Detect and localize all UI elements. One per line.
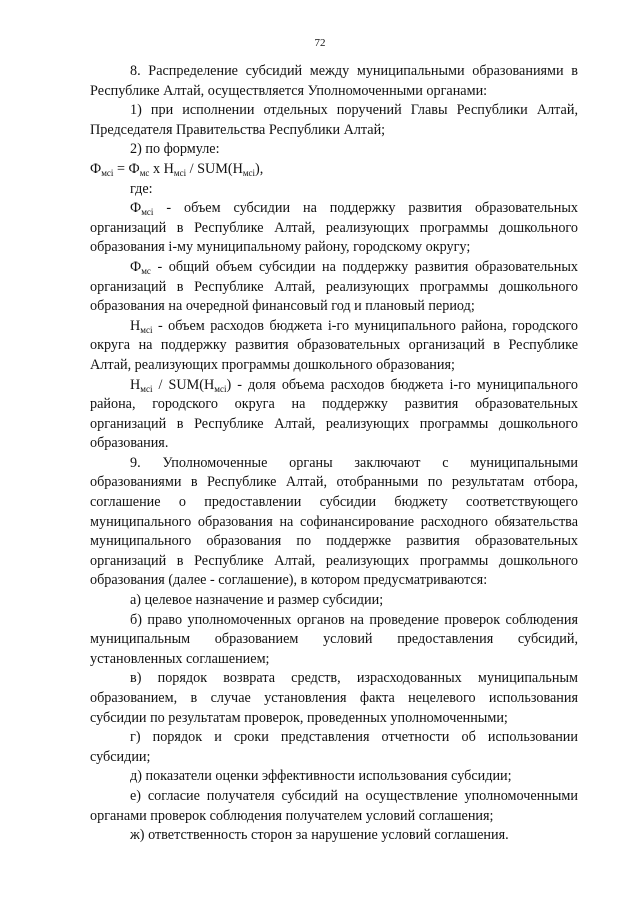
item8-case1: 1) при исполнении отдельных поручений Главы Республики Алтай, Председателя Правительства Республики Алтай; — [90, 102, 578, 138]
definition-ratio: $Н_{мсi} / SUM(Н_{мсi})$ - доля объема расходов бюджета i-го муниципального района, городского округа на поддержку развития образовательных организаций в Республике Алтай, реализующих программы дошкольного образования. — [90, 376, 578, 452]
definition-f-msi: $Ф_{мсi}$ - объем субсидии на поддержку развития образовательных организаций в Республике Алтай, реализующих программы дошкольного образования i-му муниципальному району, городскому округу; — [90, 200, 578, 256]
where-label: где: — [130, 180, 153, 197]
distribution-formula: $Ф_{мсi} = Ф_{мс}$ x $Н_{мсi} / SUM(Н_{мсi})$, — [90, 160, 264, 178]
item9-g: г) порядок и сроки представления отчетности об использовании субсидии; — [90, 729, 578, 765]
item9-b: б) право уполномоченных органов на проведение проверок соблюдения муниципальным образованием условий предоставления субсидий, установленных соглашением; — [90, 611, 578, 667]
item9-v: в) порядок возврата средств, израсходованных муниципальным образованием, в случае установления факта нецелевого использования субсидии по результатам проверок, проведенных уполномоченными; — [90, 670, 578, 726]
item9-d: д) показатели оценки эффективности использования субсидии; — [130, 768, 512, 785]
document-body — [90, 62, 578, 846]
definition-f-ms: $Ф_{мс}$ - общий объем субсидии на поддержку развития образовательных организаций в Республике Алтай, реализующих программы дошкольного образования на очередной финансовый год и плановый период; — [90, 258, 578, 315]
item9-e: е) согласие получателя субсидий на осуществление уполномоченными органами проверок соблюдения получателем условий соглашения; — [90, 787, 578, 824]
page-number: 72 — [314, 37, 326, 49]
item8-intro: 8. Распределение субсидий между муниципальными образованиями в Республике Алтай, осуществляется Уполномоченными органами: — [90, 63, 578, 99]
definition-h-msi: $Н_{мсi}$ - объем расходов бюджета i-го муниципального района, городского округа на поддержку развития образовательных организаций в Республике Алтай, реализующих программы дошкольного образования; — [90, 317, 578, 373]
item9-intro: 9. Уполномоченные органы заключают с муниципальными образованиями в Республике Алтай, отобранными по результатам отбора, соглашение о предоставлении субсидии бюджету соответствующего муниципального образования на софинансирование расходного обязательства муниципального образования по поддержке развития образовательных организаций в Республике Алтай, реализующих программы дошкольного образования (далее - соглашение), в котором предусматриваются: — [90, 454, 578, 589]
item9-a: а) целевое назначение и размер субсидии; — [130, 592, 384, 609]
item9-zh: ж) ответственность сторон за нарушение условий соглашения. — [130, 827, 509, 844]
item8-case2: 2) по формуле: — [130, 141, 220, 158]
